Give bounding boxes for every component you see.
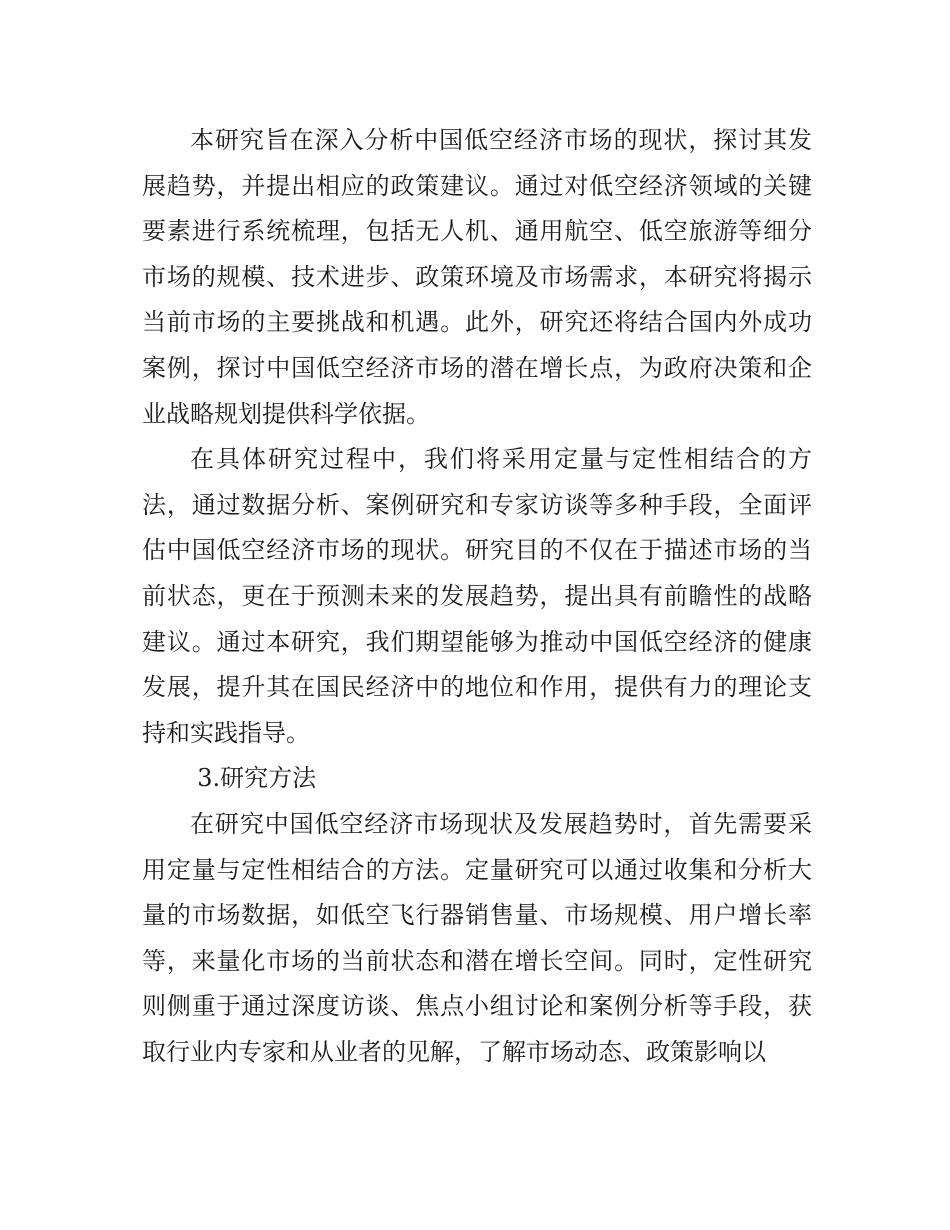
paragraph-research-methods: 在研究中国低空经济市场现状及发展趋势时，首先需要采用定量与定性相结合的方法。定量研究可以通过收集和分析大量的市场数据，如低空飞行器销售量、市场规模、用户增长率等，来量化市场的当前状态和潜在增长空间。同时，定性研究则侧重于通过深度访谈、焦点小组讨论和案例分析等手段，获取行业内专家和从业者的见解，了解市场动态、政策影响以 <box>142 809 812 1066</box>
document-body <box>142 118 812 1075</box>
paragraph-research-objective: 本研究旨在深入分析中国低空经济市场的现状，探讨其发展趋势，并提出相应的政策建议。通过对低空经济领域的关键要素进行系统梳理，包括无人机、通用航空、低空旅游等细分市场的规模、技术进步、政策环境及市场需求，本研究将揭示当前市场的主要挑战和机遇。此外，研究还将结合国内外成功案例，探讨中国低空经济市场的潜在增长点，为政府决策和企业战略规划提供科学依据。 <box>142 126 812 428</box>
paragraph-research-process: 在具体研究过程中，我们将采用定量与定性相结合的方法，通过数据分析、案例研究和专家访谈等多种手段，全面评估中国低空经济市场的现状。研究目的不仅在于描述市场的当前状态，更在于预测未来的发展趋势，提出具有前瞻性的战略建议。通过本研究，我们期望能够为推动中国低空经济的健康发展，提升其在国民经济中的地位和作用，提供有力的理论支持和实践指导。 <box>142 445 812 747</box>
section-heading-research-methods: 3.研究方法 <box>197 764 317 793</box>
